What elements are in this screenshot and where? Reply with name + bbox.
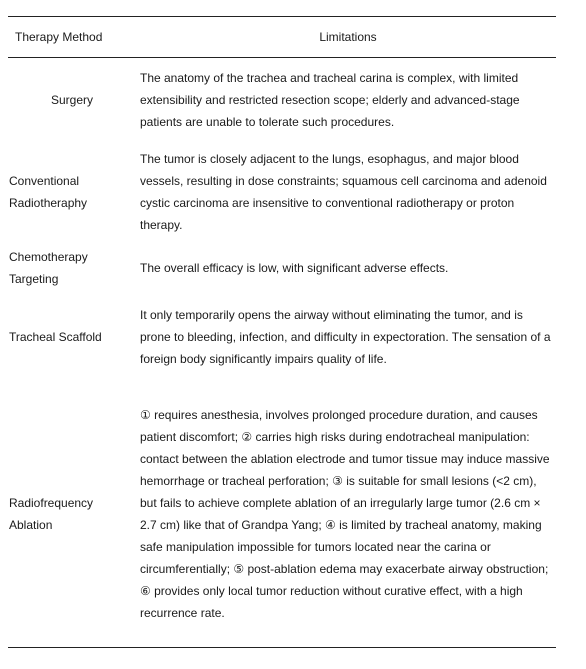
- therapy-method-cell: Radiofrequency Ablation: [9, 496, 94, 532]
- therapy-method-cell: Tracheal Scaffold: [9, 330, 102, 344]
- limitations-cell: The anatomy of the trachea and tracheal carina is complex, with limited extensibility and restricted resection scope; elderly and advanced-stage patients are unable to tolerate such procedures.: [140, 71, 520, 129]
- table-row: [8, 141, 556, 243]
- table-row: [8, 243, 556, 293]
- header-limitations: Limitations: [319, 30, 377, 44]
- table-row: [8, 381, 556, 647]
- limitations-cell: It only temporarily opens the airway without eliminating the tumor, and is prone to bleeding, infection, and difficulty in expectoration. The sensation of a foreign body significantly impairs quality of life.: [140, 308, 551, 366]
- header-therapy-method: Therapy Method: [15, 30, 103, 44]
- limitations-cell: The overall efficacy is low, with significant adverse effects.: [140, 261, 449, 275]
- therapy-method-cell: Conventional Radiotheraphy: [9, 174, 88, 210]
- limitations-cell: ① requires anesthesia, involves prolonged procedure duration, and causes patient discomfort; ② carries high risks during endotracheal manipulation: contact between the ablation electrode and tumor tissue may induce massive hemorrhage or tracheal perforation; ③ is suitable for small lesions (<2 cm), but fails to achieve complete ablation of an irregularly large tumor (2.6 cm × 2.7 cm) like that of Grandpa Yang; ④ is limited by tracheal anatomy, making safe manipulation impossible for tumors located near the carina or circumferentially; ⑤ post-ablation edema may exacerbate airway obstruction; ⑥ provides only local tumor reduction without curative effect, with a high recurrence rate.: [140, 408, 550, 620]
- table-header-row: [8, 17, 556, 58]
- table-row: [8, 293, 556, 381]
- limitations-cell: The tumor is closely adjacent to the lungs, esophagus, and major blood vessels, resulting in dose constraints; squamous cell carcinoma and adenoid cystic carcinoma are insensitive to conventional radiotherapy or proton therapy.: [140, 152, 547, 232]
- table-row: [8, 58, 556, 141]
- therapy-limitations-table: [8, 16, 556, 648]
- therapy-method-cell: Surgery: [50, 93, 94, 107]
- therapy-method-cell: Chemotherapy Targeting: [9, 250, 88, 286]
